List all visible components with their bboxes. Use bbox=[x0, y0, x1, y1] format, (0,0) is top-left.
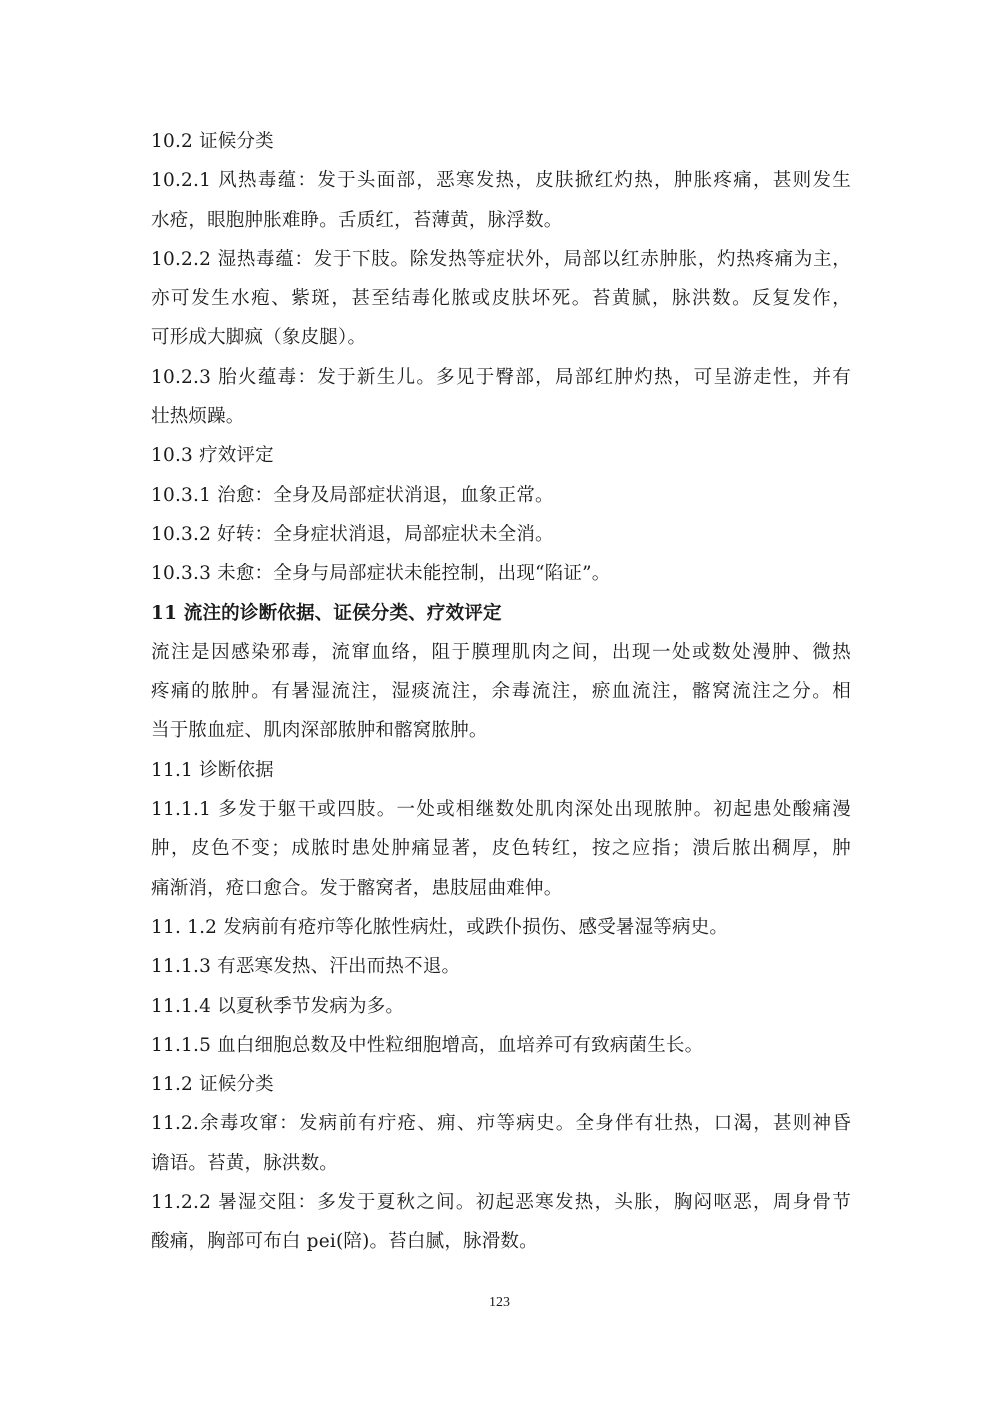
text-line: 11.1.3 有恶寒发热、汗出而热不退。 bbox=[151, 956, 461, 978]
text-line: 酸痛，胸部可布白 pei(陪)。苔白腻，脉滑数。 bbox=[151, 1231, 538, 1253]
text-line: 谵语。苔黄，脉洪数。 bbox=[151, 1152, 339, 1174]
text-line: 可形成大脚疯（象皮腿）。 bbox=[151, 327, 367, 349]
text-line: 流注是因感染邪毒，流窜血络，阻于膜理肌肉之间，出现一处或数处漫肿、微热 bbox=[151, 641, 851, 663]
text-line: 11. 1.2 发病前有疮疖等化脓性病灶，或跌仆损伤、感受暑湿等病史。 bbox=[151, 916, 729, 938]
text-line: 11.2 证候分类 bbox=[151, 1074, 274, 1096]
document-body bbox=[151, 122, 851, 1262]
page-number: 123 bbox=[489, 1295, 510, 1310]
text-line: 10.3.1 治愈：全身及局部症状消退，血象正常。 bbox=[151, 484, 554, 506]
text-line: 10.2 证候分类 bbox=[151, 131, 274, 152]
text-line: 痛渐消，疮口愈合。发于髂窝者，患肢屈曲难伸。 bbox=[151, 877, 563, 899]
text-line: 10.3.2 好转：全身症状消退，局部症状未全消。 bbox=[151, 523, 554, 545]
text-line: 11.1.5 血白细胞总数及中性粒细胞增高，血培养可有致病菌生长。 bbox=[151, 1034, 704, 1056]
text-line: 壮热烦躁。 bbox=[151, 406, 245, 428]
text-line: 当于脓血症、肌肉深部脓肿和髂窝脓肿。 bbox=[151, 720, 488, 742]
text-line: 10.3.3 未愈：全身与局部症状未能控制，出现“陷证”。 bbox=[151, 563, 611, 585]
section-heading: 11 流注的诊断依据、证侯分类、疗效评定 bbox=[151, 602, 502, 624]
text-line: 水疮，眼胞肿胀难睁。舌质红，苔薄黄，脉浮数。 bbox=[151, 209, 563, 231]
text-line: 10.2.2 湿热毒蕴：发于下肢。除发热等症状外，局部以红赤肿胀，灼热疼痛为主， bbox=[151, 248, 851, 270]
text-line: 10.2.1 风热毒蕴：发于头面部，恶寒发热，皮肤掀红灼热，肿胀疼痛，甚则发生 bbox=[151, 170, 851, 192]
text-line: 11.1.1 多发于躯干或四肢。一处或相继数处肌肉深处出现脓肿。初起患处酸痛漫 bbox=[151, 799, 851, 821]
text-line: 11.1.4 以夏秋季节发病为多。 bbox=[151, 995, 405, 1017]
text-line: 11.2.2 暑湿交阻：多发于夏秋之间。初起恶寒发热，头胀，胸闷呕恶，周身骨节 bbox=[151, 1192, 851, 1214]
text-line: 11.1 诊断依据 bbox=[151, 759, 274, 781]
text-line: 肿，皮色不变；成脓时患处肿痛显著，皮色转红，按之应指；溃后脓出稠厚，肿 bbox=[151, 838, 851, 860]
text-line: 10.2.3 胎火蕴毒：发于新生儿。多见于臀部，局部红肿灼热，可呈游走性，并有 bbox=[151, 366, 851, 388]
text-line: 11.2.余毒攻窜：发病前有疔疮、痈、疖等病史。全身伴有壮热，口渴，甚则神昏 bbox=[151, 1113, 851, 1135]
text-line: 疼痛的脓肿。有暑湿流注，湿痰流注，余毒流注，瘀血流注，髂窝流注之分。相 bbox=[151, 681, 851, 703]
text-line: 亦可发生水疱、紫斑，甚至结毒化脓或皮肤坏死。苔黄腻，脉洪数。反复发作， bbox=[151, 288, 851, 310]
text-line: 10.3 疗效评定 bbox=[151, 445, 274, 467]
